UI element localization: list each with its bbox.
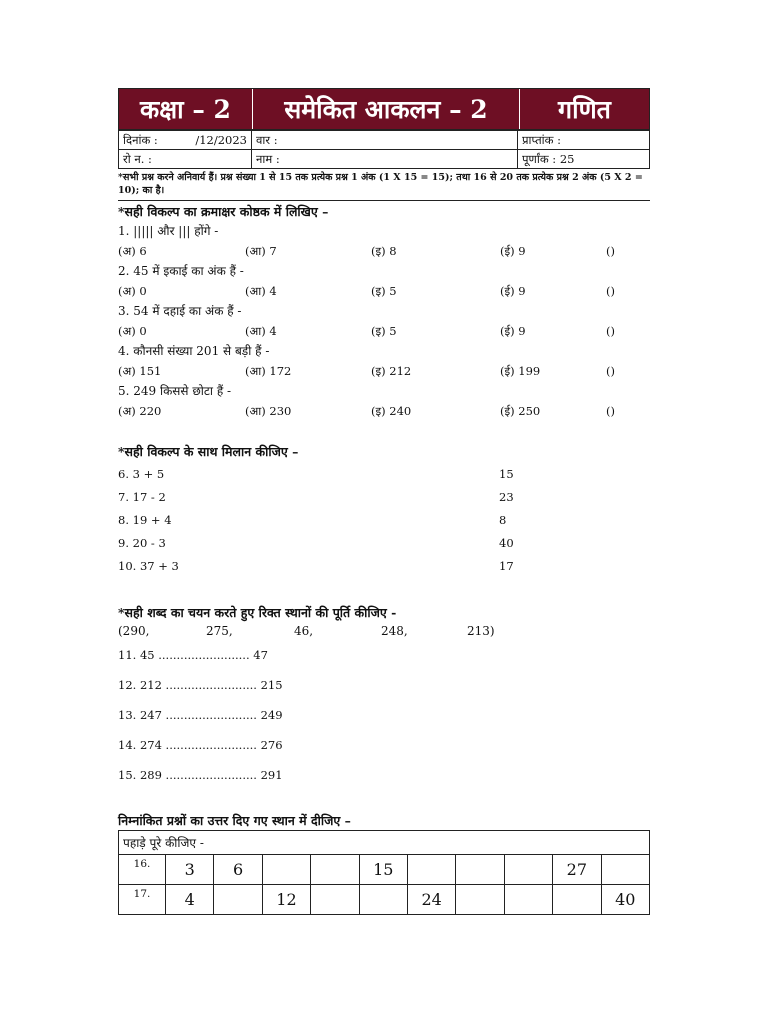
date-cell[interactable] bbox=[119, 131, 252, 150]
total-marks-cell: पूर्णांक : 25 bbox=[518, 150, 650, 169]
mcq-heading: *सही विकल्प का क्रमाक्षर कोष्ठक में लिखिए – bbox=[118, 204, 329, 219]
table-cell[interactable]: 24 bbox=[407, 885, 455, 915]
table-cell[interactable]: 15 bbox=[359, 855, 407, 885]
table-cell[interactable] bbox=[214, 885, 262, 915]
bracket-close: ) bbox=[610, 284, 615, 298]
option: (आ) 7 bbox=[245, 244, 277, 258]
option: (इ) 240 bbox=[371, 404, 412, 418]
answer-bracket[interactable] bbox=[606, 321, 650, 341]
table-cell[interactable]: 6 bbox=[214, 855, 262, 885]
answer-bracket[interactable] bbox=[606, 281, 650, 301]
question-text: 1. ||||| और ||| होंगे - bbox=[118, 224, 219, 238]
option: (ई) 9 bbox=[500, 244, 526, 258]
mcq-list bbox=[118, 221, 650, 421]
match-left: 8. 19 + 4 bbox=[118, 513, 172, 527]
assessment-title: समेकित आकलन – 2 bbox=[253, 89, 520, 129]
bracket-open: ( bbox=[606, 284, 611, 298]
mcq-question bbox=[118, 381, 650, 421]
match-row bbox=[118, 486, 650, 509]
table-cell[interactable]: 3 bbox=[166, 855, 214, 885]
fill-blank-row[interactable]: 13. 247 ......................... 249 bbox=[118, 708, 283, 722]
table-cell[interactable]: 4 bbox=[166, 885, 214, 915]
table-cell[interactable] bbox=[601, 855, 649, 885]
table-cell[interactable] bbox=[262, 855, 310, 885]
table-cell[interactable]: 40 bbox=[601, 885, 649, 915]
option: (ई) 250 bbox=[500, 404, 541, 418]
option: (आ) 4 bbox=[245, 284, 277, 298]
answer-bracket[interactable] bbox=[606, 241, 650, 261]
info-table bbox=[118, 130, 650, 169]
bracket-close: ) bbox=[610, 324, 615, 338]
choice: 275, bbox=[206, 624, 233, 638]
option: (ई) 199 bbox=[500, 364, 541, 378]
word-choices bbox=[118, 622, 650, 640]
table-cell[interactable] bbox=[311, 855, 359, 885]
match-right: 8 bbox=[499, 513, 507, 527]
match-row bbox=[118, 532, 650, 555]
question-text: 2. 45 में इकाई का अंक हैं - bbox=[118, 264, 244, 278]
mcq-question bbox=[118, 261, 650, 301]
question-text: 4. कौनसी संख्या 201 से बड़ी हैं - bbox=[118, 344, 270, 358]
date-value: /12/2023 bbox=[195, 132, 247, 147]
worksheet bbox=[118, 88, 650, 915]
subject-title: गणित bbox=[558, 95, 611, 124]
fill-blank-row[interactable]: 15. 289 ......................... 291 bbox=[118, 768, 283, 782]
table-cell[interactable] bbox=[504, 885, 552, 915]
row-label: 16. bbox=[119, 855, 166, 885]
choice: 248, bbox=[381, 624, 408, 638]
marks-obtained-cell[interactable]: प्राप्तांक : bbox=[518, 131, 650, 150]
fill-blank-row[interactable]: 14. 274 ......................... 276 bbox=[118, 738, 283, 752]
table-cell[interactable] bbox=[311, 885, 359, 915]
class-title: कक्षा – 2 bbox=[119, 89, 253, 129]
mcq-question bbox=[118, 301, 650, 341]
choice: 213) bbox=[467, 624, 495, 638]
option: (आ) 172 bbox=[245, 364, 292, 378]
match-right: 17 bbox=[499, 559, 514, 573]
fill-blank-row[interactable]: 12. 212 ......................... 215 bbox=[118, 678, 283, 692]
row-label: 17. bbox=[119, 885, 166, 915]
roll-cell[interactable]: रो न. : bbox=[119, 150, 252, 169]
fill-blank-row[interactable]: 11. 45 ......................... 47 bbox=[118, 648, 268, 662]
table-row bbox=[119, 855, 650, 885]
title-bar bbox=[118, 88, 650, 130]
name-cell[interactable]: नाम : bbox=[252, 150, 518, 169]
answer-bracket[interactable] bbox=[606, 361, 650, 381]
option: (आ) 230 bbox=[245, 404, 292, 418]
bracket-open: ( bbox=[606, 244, 611, 258]
option: (अ) 6 bbox=[118, 244, 147, 258]
mcq-question bbox=[118, 341, 650, 381]
bracket-close: ) bbox=[610, 364, 615, 378]
choice: (290, bbox=[118, 624, 150, 638]
match-row bbox=[118, 555, 650, 578]
question-text: 3. 54 में दहाई का अंक हैं - bbox=[118, 304, 242, 318]
choice: 46, bbox=[294, 624, 314, 638]
option: (इ) 5 bbox=[371, 284, 397, 298]
option: (आ) 4 bbox=[245, 324, 277, 338]
bracket-open: ( bbox=[606, 364, 611, 378]
table-cell[interactable]: 12 bbox=[262, 885, 310, 915]
option: (अ) 0 bbox=[118, 284, 147, 298]
match-row bbox=[118, 463, 650, 486]
answer-bracket[interactable] bbox=[606, 401, 650, 421]
table-row bbox=[119, 885, 650, 915]
multiplication-table bbox=[118, 830, 650, 915]
match-right: 23 bbox=[499, 490, 514, 504]
day-cell[interactable]: वार : bbox=[252, 131, 518, 150]
match-list bbox=[118, 463, 650, 578]
table-heading: निम्नांकित प्रश्नों का उत्तर दिए गए स्थान में दीजिए – bbox=[118, 813, 351, 828]
match-right: 15 bbox=[499, 467, 514, 481]
match-left: 6. 3 + 5 bbox=[118, 467, 165, 481]
match-row bbox=[118, 509, 650, 532]
option: (ई) 9 bbox=[500, 284, 526, 298]
question-text: 5. 249 किससे छोटा हैं - bbox=[118, 384, 232, 398]
instructions: *सभी प्रश्न करने अनिवार्य हैं। प्रश्न संख्या 1 से 15 तक प्रत्येक प्रश्न 1 अंक (1 X 15 = 15); तथा 16 से 20 तक प्रत्येक प्रश्न 2 अंक (5 X 2 = 10); का है। bbox=[118, 171, 650, 201]
bracket-open: ( bbox=[606, 404, 611, 418]
bracket-close: ) bbox=[610, 244, 615, 258]
table-cell[interactable] bbox=[456, 885, 504, 915]
table-cell[interactable]: 27 bbox=[553, 855, 601, 885]
option: (इ) 212 bbox=[371, 364, 412, 378]
table-cell[interactable] bbox=[407, 855, 455, 885]
bracket-open: ( bbox=[606, 324, 611, 338]
table-cell[interactable] bbox=[504, 855, 552, 885]
option: (अ) 151 bbox=[118, 364, 162, 378]
match-left: 10. 37 + 3 bbox=[118, 559, 179, 573]
option: (अ) 220 bbox=[118, 404, 162, 418]
option: (ई) 9 bbox=[500, 324, 526, 338]
match-left: 7. 17 - 2 bbox=[118, 490, 166, 504]
table-cell[interactable] bbox=[359, 885, 407, 915]
bracket-close: ) bbox=[610, 404, 615, 418]
option: (इ) 5 bbox=[371, 324, 397, 338]
table-cell[interactable] bbox=[553, 885, 601, 915]
option: (अ) 0 bbox=[118, 324, 147, 338]
table-subheading: पहाड़े पूरे कीजिए - bbox=[119, 831, 650, 855]
date-label: दिनांक : bbox=[123, 132, 158, 147]
match-heading: *सही विकल्प के साथ मिलान कीजिए – bbox=[118, 444, 299, 459]
mcq-question bbox=[118, 221, 650, 261]
option: (इ) 8 bbox=[371, 244, 397, 258]
table-cell[interactable] bbox=[456, 855, 504, 885]
fill-heading: *सही शब्द का चयन करते हुए रिक्त स्थानों की पूर्ति कीजिए - bbox=[118, 605, 397, 620]
match-right: 40 bbox=[499, 536, 514, 550]
fill-list bbox=[118, 640, 650, 790]
match-left: 9. 20 - 3 bbox=[118, 536, 166, 550]
